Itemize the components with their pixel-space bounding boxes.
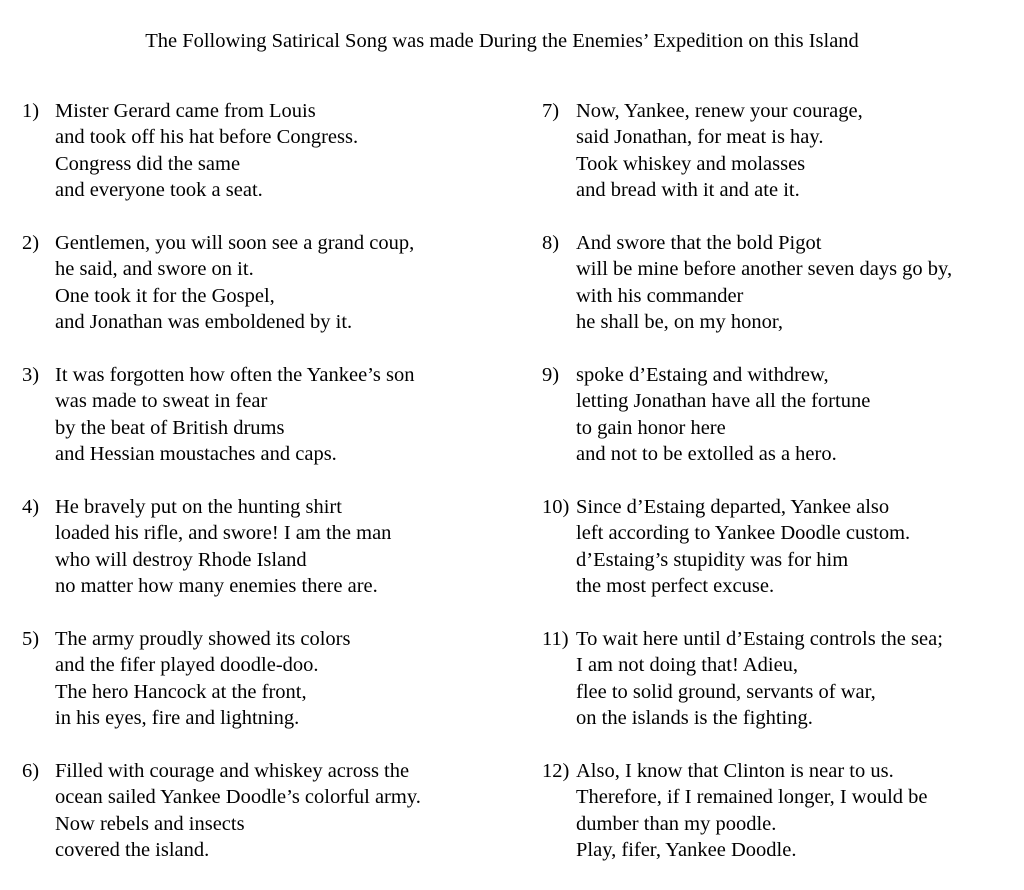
stanza bbox=[22, 98, 522, 230]
left-column bbox=[22, 98, 522, 890]
verse-line: and the fifer played doodle-doo. bbox=[55, 654, 319, 677]
verse-line: will be mine before another seven days go by, bbox=[576, 258, 953, 281]
stanza bbox=[542, 626, 1022, 758]
verse-line: He bravely put on the hunting shirt bbox=[55, 496, 342, 518]
verse-line: he said, and swore on it. bbox=[55, 258, 254, 281]
verse-line: I am not doing that! Adieu, bbox=[576, 654, 799, 677]
verse-line: and took off his hat before Congress. bbox=[55, 126, 359, 149]
stanza-lines bbox=[55, 758, 421, 864]
verse-line: Now rebels and insects bbox=[55, 812, 245, 835]
verse-line: Took whiskey and molasses bbox=[576, 152, 806, 175]
verse-line: flee to solid ground, servants of war, bbox=[576, 680, 876, 703]
verse-line: and Jonathan was emboldened by it. bbox=[55, 311, 353, 334]
stanza-lines bbox=[55, 362, 414, 468]
stanza-lines bbox=[55, 494, 391, 600]
verse-line: One took it for the Gospel, bbox=[55, 284, 275, 307]
stanza bbox=[542, 362, 1022, 494]
verse-line: Filled with courage and whiskey across the bbox=[55, 760, 410, 782]
stanza bbox=[542, 758, 1022, 890]
verse-line: in his eyes, fire and lightning. bbox=[55, 707, 300, 730]
verse-line: said Jonathan, for meat is hay. bbox=[576, 126, 824, 149]
stanza-lines bbox=[576, 626, 943, 732]
verse-line: by the beat of British drums bbox=[55, 416, 285, 439]
stanza bbox=[542, 98, 1022, 230]
stanza-number: 8) bbox=[542, 232, 560, 254]
stanza-number: 6) bbox=[22, 760, 40, 782]
verse-line: Also, I know that Clinton is near to us. bbox=[576, 760, 894, 782]
stanza-number: 5) bbox=[22, 628, 40, 650]
verse-line: And swore that the bold Pigot bbox=[576, 232, 822, 254]
verse-line: spoke d’Estaing and withdrew, bbox=[576, 364, 829, 386]
verse-line: on the islands is the fighting. bbox=[576, 707, 813, 730]
stanza bbox=[22, 362, 522, 494]
stanza-number: 11) bbox=[542, 628, 569, 650]
verse-line: dumber than my poodle. bbox=[576, 812, 777, 835]
verse-line: ocean sailed Yankee Doodle’s colorful army. bbox=[55, 786, 421, 809]
verse-line: d’Estaing’s stupidity was for him bbox=[576, 548, 849, 571]
stanza-lines bbox=[55, 230, 414, 336]
verse-line: the most perfect excuse. bbox=[576, 575, 775, 598]
verse-line: and not to be extolled as a hero. bbox=[576, 443, 837, 466]
verse-line: It was forgotten how often the Yankee’s son bbox=[55, 364, 415, 386]
stanza bbox=[542, 494, 1022, 626]
verse-line: letting Jonathan have all the fortune bbox=[576, 390, 871, 413]
stanza-number: 7) bbox=[542, 100, 560, 122]
stanza-lines bbox=[576, 230, 952, 336]
stanza-lines bbox=[576, 758, 928, 864]
stanza-number: 4) bbox=[22, 496, 40, 518]
stanza-number: 9) bbox=[542, 364, 560, 386]
stanza bbox=[22, 626, 522, 758]
stanza-lines bbox=[576, 362, 870, 468]
verse-line: to gain honor here bbox=[576, 416, 726, 439]
stanza-lines bbox=[55, 626, 351, 732]
verse-line: Mister Gerard came from Louis bbox=[55, 100, 316, 122]
verse-line: and bread with it and ate it. bbox=[576, 179, 800, 202]
stanza-lines bbox=[55, 98, 358, 204]
verse-line: loaded his rifle, and swore! I am the man bbox=[55, 522, 392, 545]
verse-line: Therefore, if I remained longer, I would be bbox=[576, 786, 928, 809]
verse-line: Congress did the same bbox=[55, 152, 241, 175]
verse-line: The hero Hancock at the front, bbox=[55, 680, 307, 703]
stanza-number: 1) bbox=[22, 100, 40, 122]
stanza-lines bbox=[576, 98, 863, 204]
stanza bbox=[22, 494, 522, 626]
verse-line: Gentlemen, you will soon see a grand coup, bbox=[55, 232, 415, 254]
verse-line: Now, Yankee, renew your courage, bbox=[576, 100, 863, 122]
stanza bbox=[22, 230, 522, 362]
stanza-number: 3) bbox=[22, 364, 40, 386]
verse-line: with his commander bbox=[576, 284, 744, 307]
verse-line: covered the island. bbox=[55, 839, 210, 862]
verse-line: left according to Yankee Doodle custom. bbox=[576, 522, 911, 545]
stanza-number: 2) bbox=[22, 232, 40, 254]
verse-line: and everyone took a seat. bbox=[55, 179, 263, 202]
verse-line: Since d’Estaing departed, Yankee also bbox=[576, 496, 890, 518]
verse-line: and Hessian moustaches and caps. bbox=[55, 443, 337, 466]
stanza-number: 10) bbox=[542, 496, 570, 518]
verse-line: To wait here until d’Estaing controls the sea; bbox=[576, 628, 943, 650]
right-column bbox=[542, 98, 1022, 890]
stanza bbox=[22, 758, 522, 890]
verse-line: he shall be, on my honor, bbox=[576, 311, 783, 334]
verse-line: Play, fifer, Yankee Doodle. bbox=[576, 839, 797, 862]
verse-line: The army proudly showed its colors bbox=[55, 628, 351, 650]
stanza bbox=[542, 230, 1022, 362]
page-title: The Following Satirical Song was made During the Enemies’ Expedition on this Island bbox=[145, 30, 859, 52]
verse-line: no matter how many enemies there are. bbox=[55, 575, 378, 598]
stanza-number: 12) bbox=[542, 760, 570, 782]
stanza-lines bbox=[576, 494, 910, 600]
verse-line: who will destroy Rhode Island bbox=[55, 548, 307, 571]
verse-line: was made to sweat in fear bbox=[55, 390, 268, 413]
